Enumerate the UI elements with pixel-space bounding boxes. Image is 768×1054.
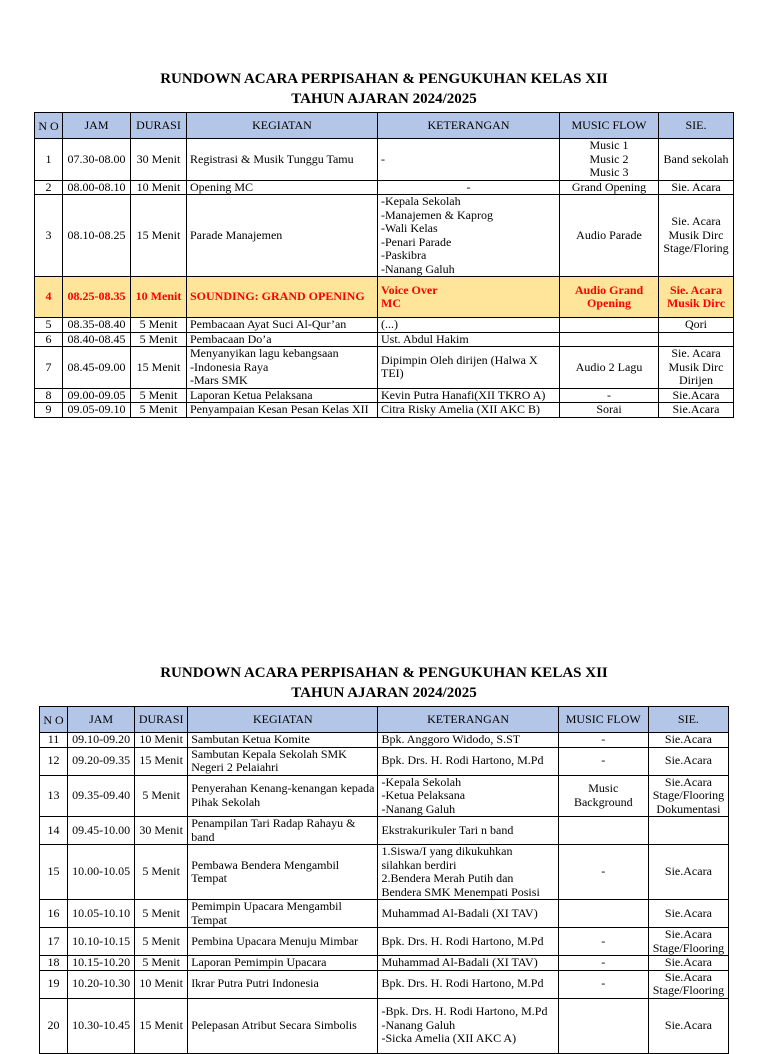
cell-sie: Sie.Acara: [648, 956, 728, 971]
cell-music-flow: Audio Grand Opening: [560, 277, 659, 318]
cell-durasi: 5 Menit: [131, 332, 187, 347]
cell-no: 14: [40, 817, 68, 845]
cell-no: 2: [35, 180, 63, 195]
cell-music-flow: -: [558, 845, 648, 900]
cell-jam: 08.40-08.45: [63, 332, 131, 347]
cell-sie: Sie. Acara Musik Dirc Dirijen: [659, 347, 734, 389]
cell-sie: Sie.Acara Stage/Flooring Dokumentasi: [648, 775, 728, 817]
col-header-sie: SIE.: [659, 113, 734, 139]
cell-keterangan: Citra Risky Amelia (XII AKC B): [378, 403, 560, 418]
cell-jam: 10.00-10.05: [68, 845, 135, 900]
col-header-kegiatan: KEGIATAN: [188, 707, 378, 733]
rundown-table-1: [34, 112, 734, 418]
cell-durasi: 5 Menit: [135, 845, 188, 900]
table-row: [35, 318, 734, 333]
rundown-table-2: [39, 706, 729, 1054]
cell-no: 4: [35, 277, 63, 318]
table-row: [35, 139, 734, 181]
cell-durasi: 5 Menit: [131, 318, 187, 333]
table-row: [40, 998, 729, 1053]
cell-music-flow: [558, 817, 648, 845]
cell-music-flow: Audio Parade: [560, 195, 659, 277]
col-header-jam: JAM: [63, 113, 131, 139]
cell-durasi: 5 Menit: [135, 928, 188, 956]
table-row: [35, 332, 734, 347]
cell-keterangan: Bpk. Anggoro Widodo, S.ST: [378, 733, 558, 748]
cell-music-flow: -: [558, 928, 648, 956]
cell-jam: 09.10-09.20: [68, 733, 135, 748]
table-row: [40, 775, 729, 817]
cell-kegiatan: Pembina Upacara Menuju Mimbar: [188, 928, 378, 956]
col-header-jam: JAM: [68, 707, 135, 733]
cell-no: 7: [35, 347, 63, 389]
cell-kegiatan: Parade Manajemen: [187, 195, 378, 277]
cell-no: 6: [35, 332, 63, 347]
cell-durasi: 5 Menit: [135, 775, 188, 817]
cell-sie: Sie. Acara: [659, 180, 734, 195]
cell-jam: 08.10-08.25: [63, 195, 131, 277]
table-row: [40, 900, 729, 928]
cell-jam: 09.20-09.35: [68, 747, 135, 775]
table-row: [40, 747, 729, 775]
cell-no: 15: [40, 845, 68, 900]
cell-kegiatan: Pembacaan Ayat Suci Al-Qur’an: [187, 318, 378, 333]
cell-durasi: 15 Menit: [135, 998, 188, 1053]
cell-kegiatan: SOUNDING: GRAND OPENING: [187, 277, 378, 318]
cell-keterangan: -Kepala Sekolah -Ketua Pelaksana -Nanang Galuh: [378, 775, 558, 817]
cell-no: 17: [40, 928, 68, 956]
table-row: [40, 970, 729, 998]
cell-kegiatan: Laporan Pemimpin Upacara: [188, 956, 378, 971]
col-header-sie: SIE.: [648, 707, 728, 733]
cell-no: 8: [35, 388, 63, 403]
cell-kegiatan: Menyanyikan lagu kebangsaan -Indonesia Raya -Mars SMK: [187, 347, 378, 389]
col-header-kegiatan: KEGIATAN: [187, 113, 378, 139]
cell-jam: 09.00-09.05: [63, 388, 131, 403]
cell-sie: [659, 332, 734, 347]
table-row: [35, 388, 734, 403]
cell-no: 13: [40, 775, 68, 817]
cell-music-flow: Grand Opening: [560, 180, 659, 195]
cell-music-flow: -: [558, 747, 648, 775]
cell-no: 9: [35, 403, 63, 418]
cell-keterangan: Kevin Putra Hanafi(XII TKRO A): [378, 388, 560, 403]
cell-jam: 10.15-10.20: [68, 956, 135, 971]
cell-kegiatan: Pemimpin Upacara Mengambil Tempat: [188, 900, 378, 928]
cell-sie: Sie.Acara: [648, 998, 728, 1053]
cell-keterangan: -: [378, 180, 560, 195]
col-header-durasi: DURASI: [135, 707, 188, 733]
cell-kegiatan: Penyerahan Kenang-kenangan kepada Pihak Sekolah: [188, 775, 378, 817]
table-row: [35, 180, 734, 195]
page-subtitle-2: TAHUN AJARAN 2024/2025: [291, 685, 477, 701]
cell-sie: Sie.Acara: [648, 900, 728, 928]
table-header-row: [40, 707, 729, 733]
cell-keterangan: Voice Over MC: [378, 277, 560, 318]
cell-music-flow: Music Background: [558, 775, 648, 817]
cell-sie: Sie.Acara: [648, 845, 728, 900]
cell-sie: Sie.Acara Stage/Flooring: [648, 928, 728, 956]
cell-music-flow: -: [558, 733, 648, 748]
cell-keterangan: Ekstrakurikuler Tari n band: [378, 817, 558, 845]
cell-durasi: 10 Menit: [131, 180, 187, 195]
cell-sie: Sie. Acara Musik Dirc Stage/Floring: [659, 195, 734, 277]
cell-jam: 08.45-09.00: [63, 347, 131, 389]
cell-kegiatan: Sambutan Ketua Komite: [188, 733, 378, 748]
cell-sie: Sie.Acara: [648, 733, 728, 748]
cell-keterangan: 1.Siswa/I yang dikukuhkan silahkan berdiri 2.Bendera Merah Putih dan Bendera SMK Menempati Posisi: [378, 845, 558, 900]
cell-music-flow: [558, 998, 648, 1053]
cell-jam: 09.45-10.00: [68, 817, 135, 845]
cell-music-flow: -: [560, 388, 659, 403]
cell-keterangan: Ust. Abdul Hakim: [378, 332, 560, 347]
cell-jam: 08.00-08.10: [63, 180, 131, 195]
col-header-music-flow: MUSIC FLOW: [560, 113, 659, 139]
table-row: [40, 928, 729, 956]
cell-music-flow: [560, 318, 659, 333]
cell-kegiatan: Pembawa Bendera Mengambil Tempat: [188, 845, 378, 900]
cell-kegiatan: Laporan Ketua Pelaksana: [187, 388, 378, 403]
cell-durasi: 15 Menit: [131, 347, 187, 389]
cell-durasi: 10 Menit: [135, 970, 188, 998]
cell-durasi: 10 Menit: [131, 277, 187, 318]
cell-no: 1: [35, 139, 63, 181]
cell-sie: [648, 817, 728, 845]
cell-keterangan: Muhammad Al-Badali (XI TAV): [378, 956, 558, 971]
cell-durasi: 5 Menit: [131, 403, 187, 418]
cell-kegiatan: Registrasi & Musik Tunggu Tamu: [187, 139, 378, 181]
page-subtitle-1: TAHUN AJARAN 2024/2025: [291, 91, 477, 107]
cell-sie: Qori: [659, 318, 734, 333]
cell-keterangan: -Kepala Sekolah -Manajemen & Kaprog -Wali Kelas -Penari Parade -Paskibra -Nanang Galuh: [378, 195, 560, 277]
cell-music-flow: -: [558, 956, 648, 971]
cell-no: 12: [40, 747, 68, 775]
cell-sie: Sie. Acara Musik Dirc: [659, 277, 734, 318]
table-row: [35, 403, 734, 418]
cell-kegiatan: Opening MC: [187, 180, 378, 195]
cell-keterangan: -Bpk. Drs. H. Rodi Hartono, M.Pd -Nanang Galuh -Sicka Amelia (XII AKC A): [378, 998, 558, 1053]
col-header-music-flow: MUSIC FLOW: [558, 707, 648, 733]
page-title-1: RUNDOWN ACARA PERPISAHAN & PENGUKUHAN KELAS XII: [160, 71, 608, 87]
cell-no: 18: [40, 956, 68, 971]
cell-no: 5: [35, 318, 63, 333]
table-row: [40, 817, 729, 845]
cell-kegiatan: Pembacaan Do’a: [187, 332, 378, 347]
cell-music-flow: [558, 900, 648, 928]
cell-durasi: 30 Menit: [135, 817, 188, 845]
cell-sie: Sie.Acara: [659, 403, 734, 418]
cell-jam: 07.30-08.00: [63, 139, 131, 181]
cell-keterangan: Bpk. Drs. H. Rodi Hartono, M.Pd: [378, 970, 558, 998]
cell-sie: Sie.Acara: [659, 388, 734, 403]
cell-kegiatan: Sambutan Kepala Sekolah SMK Negeri 2 Pelaiahri: [188, 747, 378, 775]
cell-music-flow: -: [558, 970, 648, 998]
cell-sie: Sie.Acara Stage/Flooring: [648, 970, 728, 998]
cell-kegiatan: Ikrar Putra Putri Indonesia: [188, 970, 378, 998]
cell-jam: 10.05-10.10: [68, 900, 135, 928]
cell-sie: Sie.Acara: [648, 747, 728, 775]
table-row: [35, 277, 734, 318]
cell-durasi: 15 Menit: [135, 747, 188, 775]
cell-no: 11: [40, 733, 68, 748]
cell-keterangan: Bpk. Drs. H. Rodi Hartono, M.Pd: [378, 928, 558, 956]
cell-kegiatan: Penampilan Tari Radap Rahayu & band: [188, 817, 378, 845]
table-row: [40, 956, 729, 971]
cell-no: 16: [40, 900, 68, 928]
cell-no: 3: [35, 195, 63, 277]
cell-music-flow: Music 1 Music 2 Music 3: [560, 139, 659, 181]
col-header-durasi: DURASI: [131, 113, 187, 139]
cell-kegiatan: Penyampaian Kesan Pesan Kelas XII: [187, 403, 378, 418]
cell-kegiatan: Pelepasan Atribut Secara Simbolis: [188, 998, 378, 1053]
cell-keterangan: -: [378, 139, 560, 181]
table-row: [35, 195, 734, 277]
page-title-2: RUNDOWN ACARA PERPISAHAN & PENGUKUHAN KELAS XII: [160, 665, 608, 681]
cell-no: 19: [40, 970, 68, 998]
cell-jam: 10.30-10.45: [68, 998, 135, 1053]
cell-durasi: 15 Menit: [131, 195, 187, 277]
cell-durasi: 5 Menit: [131, 388, 187, 403]
cell-music-flow: Sorai: [560, 403, 659, 418]
cell-keterangan: Bpk. Drs. H. Rodi Hartono, M.Pd: [378, 747, 558, 775]
cell-jam: 09.35-09.40: [68, 775, 135, 817]
cell-sie: Band sekolah: [659, 139, 734, 181]
cell-keterangan: Dipimpin Oleh dirijen (Halwa X TEI): [378, 347, 560, 389]
cell-no: 20: [40, 998, 68, 1053]
cell-jam: 09.05-09.10: [63, 403, 131, 418]
cell-durasi: 10 Menit: [135, 733, 188, 748]
cell-keterangan: (...): [378, 318, 560, 333]
col-header-keterangan: KETERANGAN: [378, 707, 558, 733]
cell-durasi: 5 Menit: [135, 956, 188, 971]
cell-jam: 08.35-08.40: [63, 318, 131, 333]
cell-jam: 10.10-10.15: [68, 928, 135, 956]
cell-music-flow: Audio 2 Lagu: [560, 347, 659, 389]
table-row: [40, 845, 729, 900]
cell-keterangan: Muhammad Al-Badali (XI TAV): [378, 900, 558, 928]
cell-durasi: 5 Menit: [135, 900, 188, 928]
cell-jam: 08.25-08.35: [63, 277, 131, 318]
table-row: [40, 733, 729, 748]
col-header-keterangan: KETERANGAN: [378, 113, 560, 139]
cell-jam: 10.20-10.30: [68, 970, 135, 998]
col-header-no: N O: [35, 113, 63, 139]
table-row: [35, 347, 734, 389]
cell-durasi: 30 Menit: [131, 139, 187, 181]
cell-music-flow: [560, 332, 659, 347]
table-header-row: [35, 113, 734, 139]
col-header-no: N O: [40, 707, 68, 733]
